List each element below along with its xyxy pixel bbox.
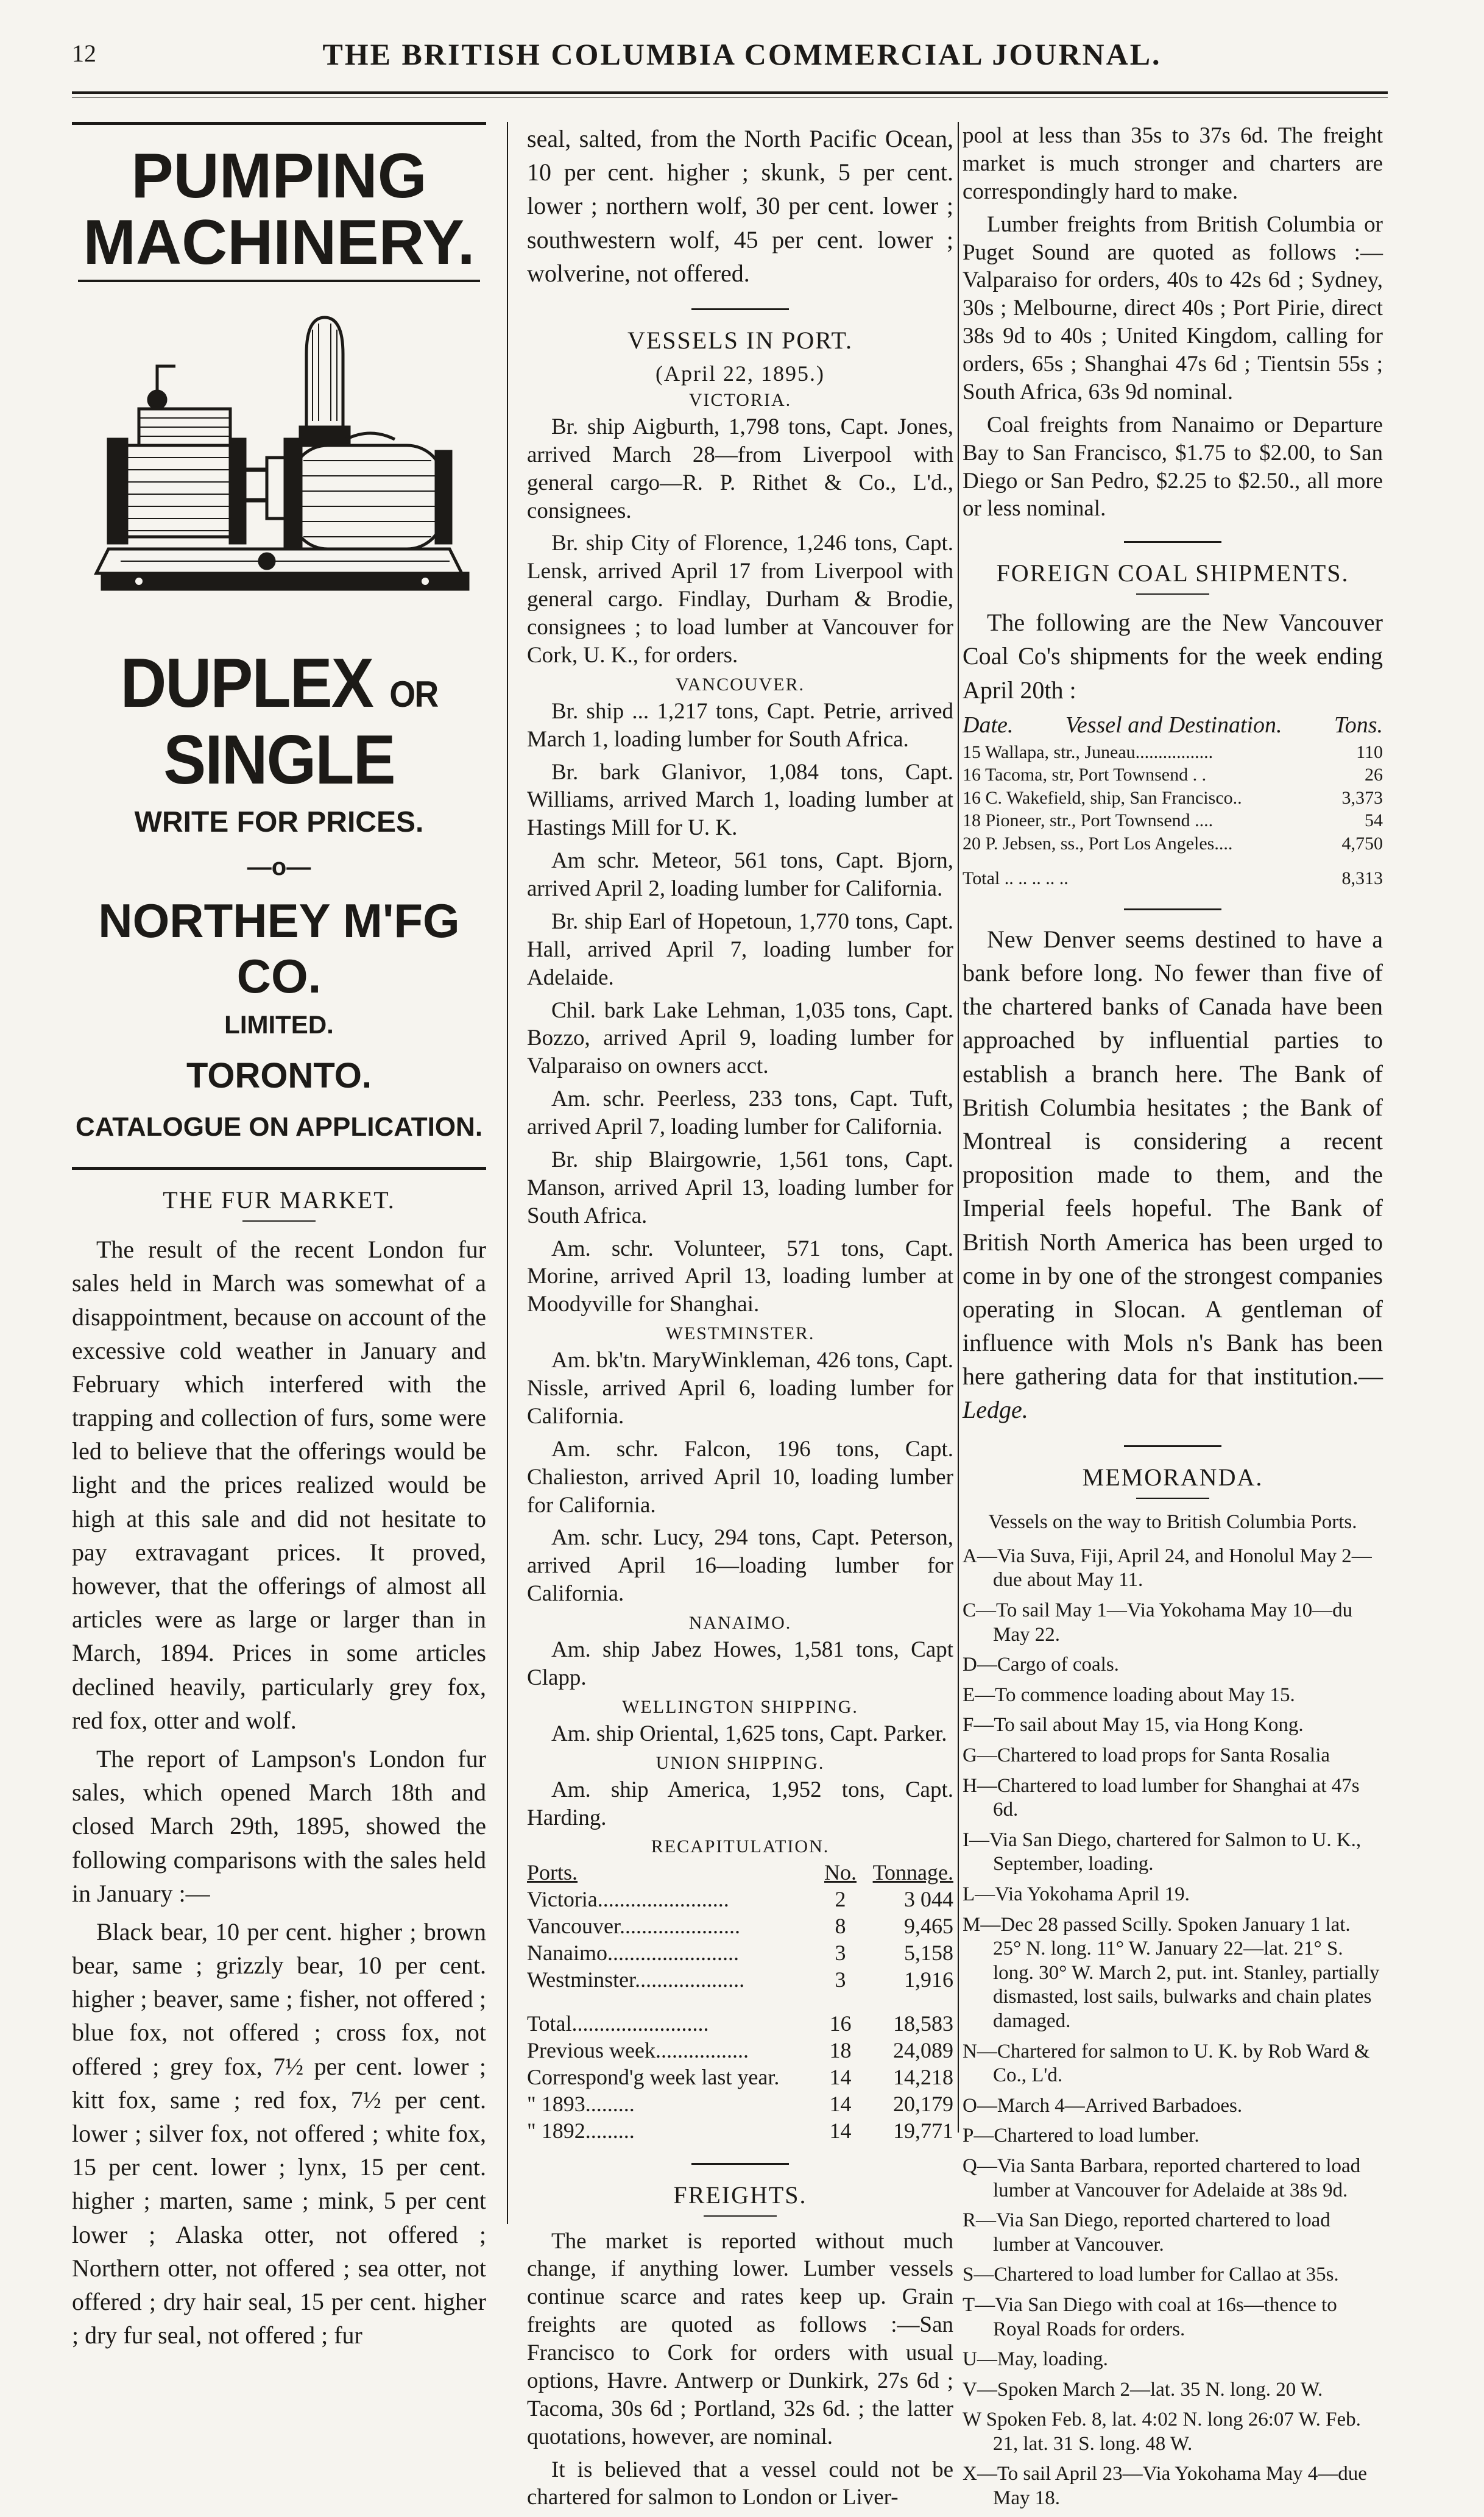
journal-title: THE BRITISH COLUMBIA COMMERCIAL JOURNAL. <box>322 37 1162 71</box>
vessel-entry: Am schr. Meteor, 561 tons, Capt. Bjorn, arrived April 2, loading lumber for California. <box>527 848 953 902</box>
ad-limited: LIMITED. <box>224 1010 334 1039</box>
ad-single-word: SINGLE <box>163 721 395 799</box>
coal-row-text: 20 P. Jebsen, ss., Port Los Angeles.... <box>963 833 1233 854</box>
table-row <box>963 832 1383 855</box>
recap-no: 14 <box>829 2064 852 2089</box>
table-row <box>527 1940 953 1967</box>
vessel-entry: Br. bark Glanivor, 1,084 tons, Capt. Williams, arrived March 1, loading lumber at Hastings Mill for U. K. <box>527 759 953 841</box>
column-left <box>72 122 486 2357</box>
vessel-entry: Br. ship City of Florence, 1,246 tons, Capt. Lensk, arrived April 17 from Liverpool with general cargo. Findlay, Durham & Brodie, consignees ; to load lumber at Vancouver for Cork, U. K., for orders. <box>527 531 953 668</box>
memoranda-heading: MEMORANDA. <box>1082 1463 1263 1491</box>
freights-paragraph: The market is reported without much change, if anything lower. Lumber vessels continue scarce and rates keep up. Grain freights are quoted as follows :—San Francisco to Cork for orders with usual options, Havre. Antwerp or Dunkirk, 27s 6d ; Tacoma, 30s 6d ; Portland, 32s 6d. ; the latter quotations, however, are nominal. <box>527 2228 953 2449</box>
fur-market-heading: THE FUR MARKET. <box>163 1186 395 1214</box>
memo-item: P—Chartered to load lumber. <box>963 2125 1200 2147</box>
column-divider <box>958 122 959 2133</box>
page-number: 12 <box>72 40 96 67</box>
short-rule <box>704 2215 777 2217</box>
memo-item: Q—Via Santa Barbara, reported chartered to load lumber at Vancouver for Adelaide at 38s 9d. <box>963 2154 1361 2201</box>
banks-source: Ledge. <box>963 1396 1028 1424</box>
recap-port: Westminster.................... <box>527 1967 745 1992</box>
memo-item: M—Dec 28 passed Scilly. Spoken January 1 lat. 25° N. long. 11° W. January 22—lat. 21° S. long. 30° W. March 2, put. int. Stanley, partially dismasted, lost sails, bulwarks and chain plates damaged. <box>963 1913 1380 2032</box>
memo-item: F—To sail about May 15, via Hong Kong. <box>963 1714 1304 1736</box>
column-right <box>963 122 1383 2517</box>
coal-row-text: 16 C. Wakefield, ship, San Francisco.. <box>963 787 1242 808</box>
table-row <box>527 1994 953 2037</box>
recap-tons: 24,089 <box>893 2037 953 2062</box>
recap-port: Vancouver...................... <box>527 1914 740 1939</box>
recap-year-label: " 1893......... <box>527 2091 635 2116</box>
ad-headline-2: MACHINERY. <box>83 207 475 278</box>
recap-table <box>527 1860 953 2144</box>
coal-row-text: 16 Tacoma, str, Port Townsend . . <box>963 765 1207 785</box>
coal-col-tons: Tons. <box>1334 712 1383 738</box>
memo-item: L—Via Yokohama April 19. <box>963 1883 1190 1905</box>
coal-row-text: 15 Wallapa, str., Juneau................. <box>963 742 1214 762</box>
recap-no: 2 <box>835 1887 846 1912</box>
header-rule-thin <box>72 97 1388 98</box>
memo-item: C—To sail May 1—Via Yokohama May 10—du May 22. <box>963 1599 1353 1646</box>
vessel-entry: Am. schr. Volunteer, 571 tons, Capt. Morine, arrived April 13, loading lumber at Moodyville for Shanghai. <box>527 1236 953 1317</box>
port-heading: UNION SHIPPING. <box>655 1752 825 1773</box>
memo-item: A—Via Suva, Fiji, April 24, and Honolul May 2—due about May 11. <box>963 1545 1372 1591</box>
section-rule <box>1124 1445 1221 1447</box>
coal-row-text: 18 Pioneer, str., Port Townsend .... <box>963 810 1214 831</box>
table-row <box>963 855 1383 890</box>
memo-item: T—Via San Diego with coal at 16s—thence to Royal Roads for orders. <box>963 2293 1337 2340</box>
port-heading: VANCOUVER. <box>676 674 805 695</box>
recap-total-label: Total......................... <box>527 2011 709 2036</box>
port-heading: VICTORIA. <box>688 389 792 410</box>
header-rule <box>72 91 1388 94</box>
memo-item: H—Chartered to load lumber for Shanghai at 47s 6d. <box>963 1774 1360 1821</box>
memo-item: G—Chartered to load props for Santa Rosalia <box>963 1744 1330 1767</box>
section-rule <box>691 308 789 310</box>
memo-item: O—March 4—Arrived Barbadoes. <box>963 2094 1243 2117</box>
short-rule <box>1136 593 1209 595</box>
table-row <box>527 1913 953 1940</box>
coal-row-tons: 110 <box>1356 742 1383 762</box>
vessels-heading: VESSELS IN PORT. <box>627 326 853 354</box>
freights-paragraph: Lumber freights from British Columbia or Puget Sound are quoted as follows :—Valparaiso for orders, 40s to 42s 6d ; Sydney, 30s ; Melbourne, direct 40s ; Port Pirie, direct 38s 9d to 40s ; United Kingdom, calling for orders, 65s ; Shanghai 47s 6d ; Tientsin 55s ; South Africa, 63s 9d nominal. <box>963 211 1383 405</box>
vessel-entry: Br. ship Aigburth, 1,798 tons, Capt. Jones, arrived March 28—from Liverpool with general cargo—R. P. Rithet & Co., L'd., consignees. <box>527 414 953 523</box>
recap-tons: 5,158 <box>904 1941 953 1966</box>
vessel-entry: Br. ship Earl of Hopetoun, 1,770 tons, Capt. Hall, arrived April 7, loading lumber for Adelaide. <box>527 908 953 990</box>
memo-item: U—May, loading. <box>963 2348 1108 2371</box>
recap-prev-label: Previous week................. <box>527 2037 749 2062</box>
freights-paragraph-continued: pool at less than 35s to 37s 6d. The freight market is much stronger and charters are correspondingly hard to make. <box>963 123 1383 204</box>
coal-row-tons: 3,373 <box>1341 787 1383 808</box>
recap-tons: 18,583 <box>893 2011 953 2036</box>
ad-catalogue: CATALOGUE ON APPLICATION. <box>75 1112 483 1142</box>
coal-total-label: Total .. .. .. .. .. <box>963 868 1069 889</box>
ad-city: TORONTO. <box>186 1056 372 1096</box>
recap-no: 8 <box>835 1914 846 1939</box>
fur-paragraph: The result of the recent London fur sales held in March was somewhat of a disappointment, because on account of the excessive cold weather in January and February which interfered with the trapping and collection of furs, some were led to believe that the offerings would be light and the prices realized would be high at this sale and did not hesitate to pay extravagant prices. It proved, however, that the offerings of almost all articles were as large or larger than in March, 1894. Prices in some articles declined heavily, particularly grey fox, red fox, otter and wolf. <box>72 1236 486 1734</box>
coal-row-tons: 26 <box>1365 765 1383 785</box>
coal-col-vessel: Vessel and Destination. <box>1065 712 1282 738</box>
vessel-entry: Am. ship Jabez Howes, 1,581 tons, Capt Clapp. <box>527 1637 953 1690</box>
memo-item: S—Chartered to load lumber for Callao at 35s. <box>963 2264 1339 2286</box>
memo-item: E—To commence loading about May 15. <box>963 1683 1295 1706</box>
recap-tons: 3 044 <box>904 1887 953 1912</box>
coal-col-date: Date. <box>963 712 1014 738</box>
recap-tons: 14,218 <box>893 2064 953 2089</box>
recap-tons: 19,771 <box>893 2118 953 2143</box>
recap-year-label: " 1892......... <box>527 2118 635 2143</box>
ad-company: NORTHEY M'FG CO. <box>98 894 460 1004</box>
memo-item: V—Spoken March 2—lat. 35 N. long. 20 W. <box>963 2378 1323 2401</box>
recap-no: 18 <box>829 2037 852 2062</box>
recap-heading: RECAPITULATION. <box>651 1836 830 1857</box>
coal-row-tons: 4,750 <box>1341 833 1383 854</box>
recap-port: Victoria........................ <box>527 1887 729 1912</box>
coal-row-tons: 54 <box>1365 810 1383 831</box>
recap-header-row <box>527 1860 953 1886</box>
banks-paragraph <box>963 922 1383 1427</box>
vessel-entry: Am. schr. Peerless, 233 tons, Capt. Tuft, arrived April 7, loading lumber for California. <box>527 1086 953 1140</box>
coal-heading: FOREIGN COAL SHIPMENTS. <box>996 559 1349 587</box>
column-middle <box>527 122 953 2516</box>
vessel-entry: Br. ship ... 1,217 tons, Capt. Petrie, arrived March 1, loading lumber for South Africa. <box>527 698 953 752</box>
advertisement <box>72 122 486 1170</box>
recap-col-ports: Ports. <box>527 1860 578 1885</box>
table-row <box>527 2118 953 2145</box>
memo-item: I—Via San Diego, chartered for Salmon to U. K., September, loading. <box>963 1828 1362 1875</box>
table-row <box>963 809 1383 832</box>
ad-top-rule <box>72 122 486 125</box>
section-rule <box>691 2163 789 2165</box>
table-row <box>527 2091 953 2118</box>
table-row <box>527 1967 953 1994</box>
vessel-entry: Am. bk'tn. MaryWinkleman, 426 tons, Capt. Nissle, arrived April 6, loading lumber for California. <box>527 1348 953 1429</box>
recap-port: Nanaimo........................ <box>527 1941 739 1966</box>
short-rule <box>242 1220 316 1222</box>
memo-item: X—To sail April 23—Via Yokohama May 4—due May 18. <box>963 2463 1367 2510</box>
recap-col-no: No. <box>824 1860 857 1885</box>
recap-tons: 9,465 <box>904 1914 953 1939</box>
fur-paragraph-continued: seal, salted, from the North Pacific Ocean, 10 per cent. higher ; skunk, 5 per cent. lower ; northern wolf, 30 per cent. lower ; southwestern wolf, 45 per cent. lower ; wolverine, not offered. <box>527 125 953 287</box>
freights-paragraph: Coal freights from Nanaimo or Departure Bay to San Francisco, $1.75 to $2.00, to San Diego or San Pedro, $2.25 to $2.50., all more or less nominal. <box>963 412 1383 522</box>
vessel-entry: Br. ship Blairgowrie, 1,561 tons, Capt. Manson, arrived April 13, loading lumber for South Africa. <box>527 1147 953 1228</box>
recap-tons: 20,179 <box>893 2091 953 2116</box>
section-rule <box>1124 541 1221 543</box>
memo-item: W Spoken Feb. 8, lat. 4:02 N. long 26:07 W. Feb. 21, lat. 31 S. long. 48 W. <box>963 2409 1361 2455</box>
recap-col-tonnage: Tonnage. <box>872 1860 953 1885</box>
ad-headline-rule <box>78 280 480 282</box>
pump-engraving-icon <box>84 293 474 634</box>
coal-table <box>963 741 1383 890</box>
banks-text: New Denver seems destined to have a bank before long. No fewer than five of the chartered banks of Canada have been approached by influential parties to establish a branch here. The Bank of British Columbia hesitates ; the Bank of Montreal is considering a recent proposition made to them, and the Imperial feels hopeful. The Bank of British North America has been urged to come in by one of the strongest companies operating in Slocan. A gentleman of influence with Mols n's Bank has been here gathering data for that institution.— <box>963 925 1383 1390</box>
recap-no: 14 <box>829 2118 852 2143</box>
recap-no: 14 <box>829 2091 852 2116</box>
freights-heading: FREIGHTS. <box>673 2181 807 2209</box>
ad-or-word: OR <box>389 674 438 715</box>
freights-paragraph: It is believed that a vessel could not be chartered for salmon to London or Liver- <box>527 2457 953 2510</box>
memo-item: N—Chartered for salmon to U. K. by Rob Ward & Co., L'd. <box>963 2040 1370 2087</box>
ad-bottom-rule <box>72 1167 486 1170</box>
vessel-entry: Am. schr. Lucy, 294 tons, Capt. Peterson, arrived April 16—loading lumber for California. <box>527 1525 953 1607</box>
recap-no: 3 <box>835 1941 846 1966</box>
ad-duplex-word: DUPLEX <box>120 645 373 723</box>
table-row <box>527 1886 953 1913</box>
table-row <box>527 2037 953 2064</box>
table-row <box>527 2064 953 2091</box>
recap-tons: 1,916 <box>904 1967 953 1992</box>
ad-separator: —o— <box>247 854 311 881</box>
fur-paragraph: The report of Lampson's London fur sales, which opened March 18th and closed March 29th, 1895, showed the following comparisons with the sales held in January :— <box>72 1744 486 1907</box>
vessels-date: (April 22, 1895.) <box>655 361 825 386</box>
coal-table-header <box>963 712 1383 738</box>
vessel-entry: Am. ship America, 1,952 tons, Capt. Harding. <box>527 1777 953 1830</box>
recap-corr-label: Correspond'g week last year. <box>527 2064 780 2089</box>
section-rule <box>1124 908 1221 910</box>
memo-item: R—Via San Diego, reported chartered to load lumber at Vancouver. <box>963 2209 1330 2256</box>
table-row <box>963 787 1383 810</box>
coal-intro: The following are the New Vancouver Coal Co's shipments for the week ending April 20th : <box>963 609 1383 704</box>
port-heading: WELLINGTON SHIPPING. <box>622 1696 858 1717</box>
memoranda-intro: Vessels on the way to British Columbia Ports. <box>988 1510 1357 1533</box>
port-heading: WESTMINSTER. <box>665 1323 815 1344</box>
vessel-entry: Am. ship Oriental, 1,625 tons, Capt. Parker. <box>551 1721 947 1746</box>
recap-no: 3 <box>835 1967 846 1992</box>
coal-total-tons: 8,313 <box>1341 868 1383 889</box>
recap-no: 16 <box>829 2011 852 2036</box>
vessel-entry: Chil. bark Lake Lehman, 1,035 tons, Capt. Bozzo, arrived April 9, loading lumber for Valparaiso on owners acct. <box>527 997 953 1079</box>
ad-write-for-prices: WRITE FOR PRICES. <box>134 806 424 839</box>
port-heading: NANAIMO. <box>688 1613 792 1634</box>
vessel-entry: Am. schr. Falcon, 196 tons, Capt. Chalieston, arrived April 10, loading lumber for California. <box>527 1436 953 1518</box>
ad-duplex-single <box>88 645 470 798</box>
column-divider <box>507 122 508 2224</box>
table-row <box>963 763 1383 787</box>
table-row <box>963 741 1383 764</box>
fur-paragraph: Black bear, 10 per cent. higher ; brown bear, same ; grizzly bear, 10 per cent. higher ; beaver, same ; fisher, not offered ; blue fox, not offered ; cross fox, not offered ; grey fox, 7½ per cent. lower ; kitt fox, same ; red fox, 7½ per cent. lower ; silver fox, not offered ; white fox, 15 per cent. lower ; lynx, 15 per cent. higher ; marten, same ; mink, 5 per cent lower ; Alaska otter, not offered ; Northern otter, not offered ; sea otter, not offered ; dry hair seal, 15 per cent. higher ; dry fur seal, not offered ; fur <box>72 1917 486 2349</box>
short-rule <box>1136 1498 1209 1499</box>
ad-headline: PUMPING <box>131 141 427 211</box>
memo-item: D—Cargo of coals. <box>963 1654 1119 1676</box>
